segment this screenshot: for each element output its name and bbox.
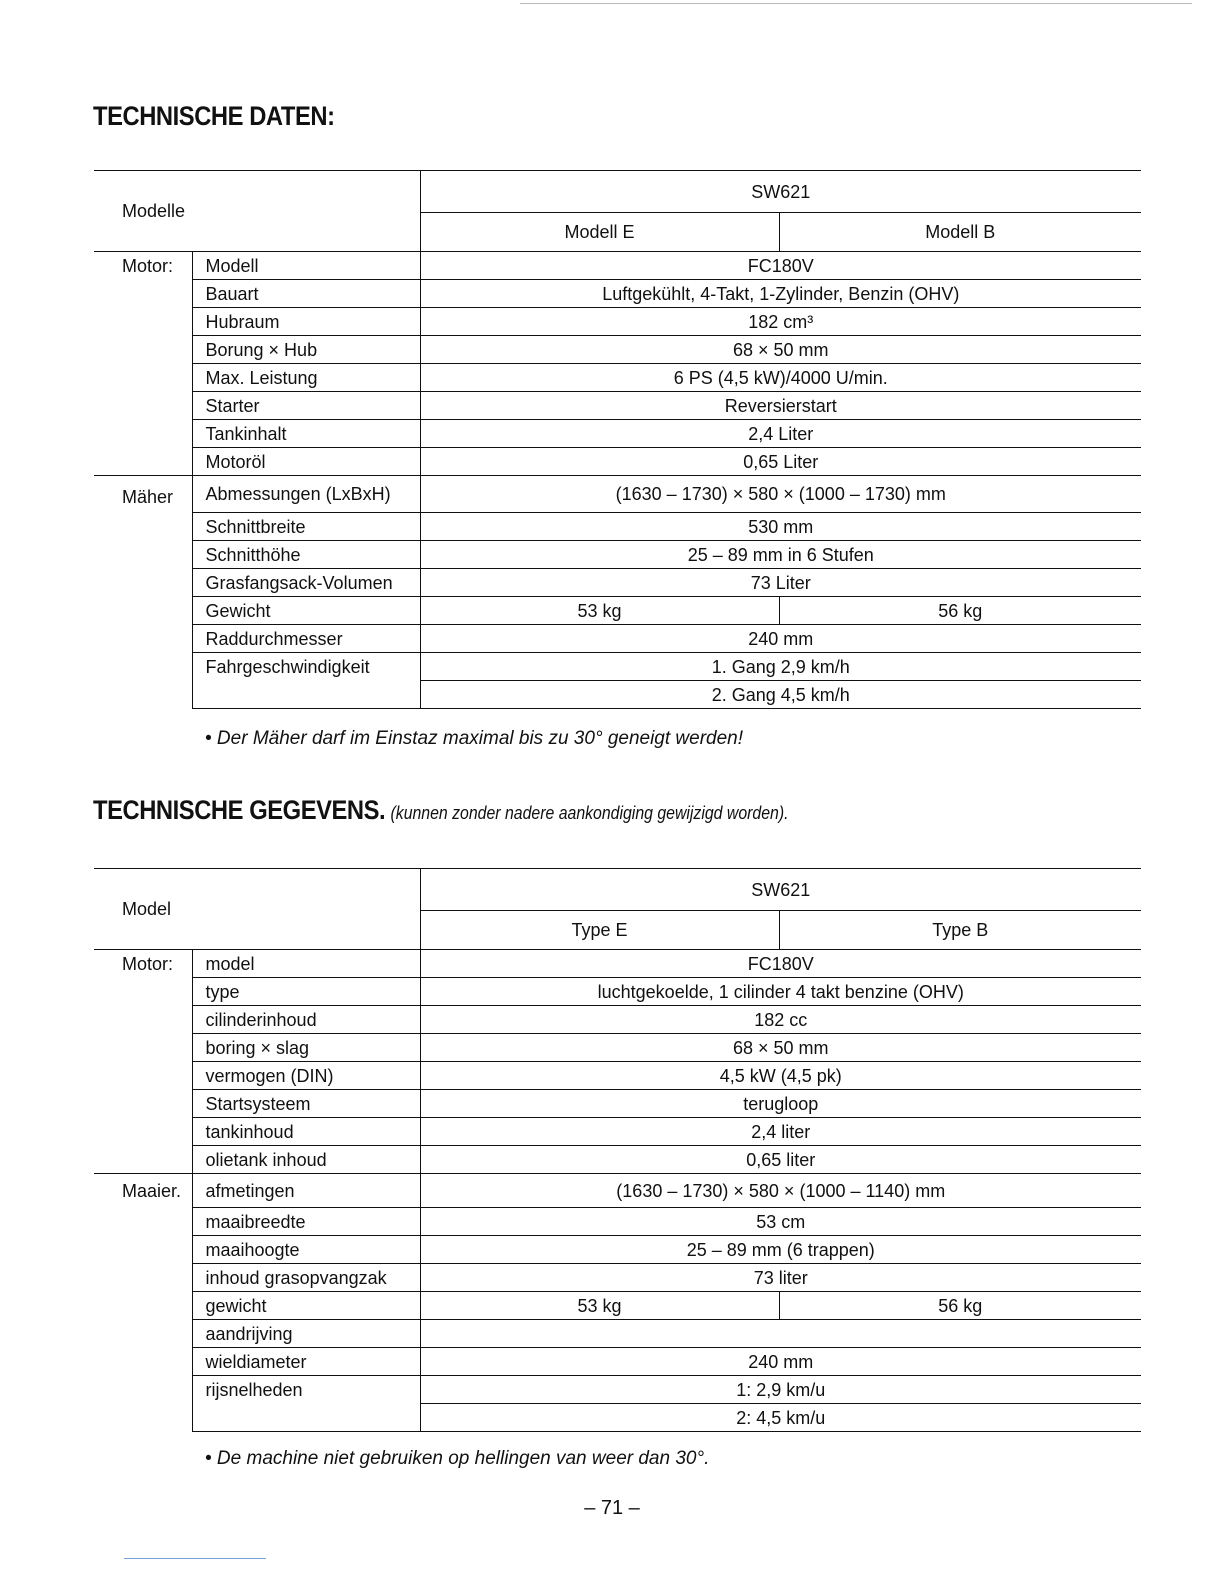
table-row	[94, 252, 1141, 280]
spec-label: Schnittbreite	[192, 513, 420, 541]
spec-label: Schnitthöhe	[192, 541, 420, 569]
spec-value-b: 56 kg	[779, 597, 1141, 625]
spec-value-a: 53 kg	[420, 1292, 779, 1320]
spec-value: FC180V	[420, 252, 1141, 280]
spec-label: Fahrgeschwindigkeit	[192, 653, 420, 681]
spec-label: Grasfangsack-Volumen	[192, 569, 420, 597]
spec-value: 2,4 Liter	[420, 420, 1141, 448]
spec-value: 4,5 kW (4,5 pk)	[420, 1062, 1141, 1090]
spec-value: 0,65 Liter	[420, 448, 1141, 476]
spec-value: 68 × 50 mm	[420, 1034, 1141, 1062]
spec-label: Hubraum	[192, 308, 420, 336]
variant-a-header: Type E	[420, 911, 779, 950]
model-name: SW621	[420, 171, 1141, 213]
variant-b-header: Type B	[779, 911, 1141, 950]
spec-value: (1630 – 1730) × 580 × (1000 – 1730) mm	[420, 476, 1141, 513]
spec-label: Tankinhalt	[192, 420, 420, 448]
table-row	[94, 308, 1141, 336]
table-header-row	[94, 869, 1141, 911]
section-subtitle-nl: (kunnen zonder nadere aankondiging gewijzigd worden).	[390, 803, 789, 823]
table-row	[94, 681, 1141, 709]
spec-label	[192, 681, 420, 709]
spec-label: Bauart	[192, 280, 420, 308]
table-row	[94, 1006, 1141, 1034]
spec-label: type	[192, 978, 420, 1006]
spec-label: Abmessungen (LxBxH)	[192, 476, 420, 513]
spec-label: gewicht	[192, 1292, 420, 1320]
table-row	[94, 1090, 1141, 1118]
spec-value: 68 × 50 mm	[420, 336, 1141, 364]
spec-value: 1. Gang 2,9 km/h	[420, 653, 1141, 681]
spec-label: Modell	[192, 252, 420, 280]
scan-artifact-line	[520, 3, 1192, 4]
spec-value: 53 cm	[420, 1208, 1141, 1236]
spec-value: (1630 – 1730) × 580 × (1000 – 1140) mm	[420, 1174, 1141, 1208]
spec-value	[420, 1320, 1141, 1348]
table-row	[94, 1118, 1141, 1146]
table-row	[94, 1376, 1141, 1404]
table-row	[94, 280, 1141, 308]
table-row	[94, 653, 1141, 681]
spec-value: 182 cc	[420, 1006, 1141, 1034]
table-row	[94, 420, 1141, 448]
table-row	[94, 1062, 1141, 1090]
variant-b-header: Modell B	[779, 213, 1141, 252]
table-row	[94, 1264, 1141, 1292]
spec-label: Motoröl	[192, 448, 420, 476]
spec-value: 1: 2,9 km/u	[420, 1376, 1141, 1404]
table-row	[94, 978, 1141, 1006]
spec-label	[192, 1404, 420, 1432]
spec-table-de	[94, 170, 1141, 709]
models-label: Model	[94, 869, 420, 950]
spec-value: 2,4 liter	[420, 1118, 1141, 1146]
spec-label: boring × slag	[192, 1034, 420, 1062]
models-label: Modelle	[94, 171, 420, 252]
section-title-nl	[93, 795, 789, 826]
spec-label: Startsysteem	[192, 1090, 420, 1118]
table-row	[94, 1174, 1141, 1208]
spec-value: 530 mm	[420, 513, 1141, 541]
model-name: SW621	[420, 869, 1141, 911]
spec-value: 73 Liter	[420, 569, 1141, 597]
spec-label: tankinhoud	[192, 1118, 420, 1146]
spec-table-nl	[94, 868, 1141, 1432]
table-row	[94, 364, 1141, 392]
table-row	[94, 1348, 1141, 1376]
spec-value: 240 mm	[420, 625, 1141, 653]
motor-group-label: Motor:	[94, 252, 192, 476]
spec-value: 240 mm	[420, 1348, 1141, 1376]
spec-label: aandrijving	[192, 1320, 420, 1348]
table-row	[94, 336, 1141, 364]
spec-label: afmetingen	[192, 1174, 420, 1208]
spec-value: 73 liter	[420, 1264, 1141, 1292]
spec-label: vermogen (DIN)	[192, 1062, 420, 1090]
spec-label: Gewicht	[192, 597, 420, 625]
table-row	[94, 1320, 1141, 1348]
spec-value: Reversierstart	[420, 392, 1141, 420]
table-row	[94, 1292, 1141, 1320]
spec-label: model	[192, 950, 420, 978]
table-row	[94, 597, 1141, 625]
spec-value: 25 – 89 mm (6 trappen)	[420, 1236, 1141, 1264]
spec-label: wieldiameter	[192, 1348, 420, 1376]
table-row	[94, 392, 1141, 420]
note-de: • Der Mäher darf im Einstaz maximal bis zu 30° geneigt werden!	[205, 728, 744, 749]
spec-value: 6 PS (4,5 kW)/4000 U/min.	[420, 364, 1141, 392]
spec-value: luchtgekoelde, 1 cilinder 4 takt benzine (OHV)	[420, 978, 1141, 1006]
section-title-de: TECHNISCHE DATEN:	[93, 101, 335, 131]
spec-label: Borung × Hub	[192, 336, 420, 364]
spec-label: Raddurchmesser	[192, 625, 420, 653]
spec-value: 2. Gang 4,5 km/h	[420, 681, 1141, 709]
table-row	[94, 625, 1141, 653]
spec-value: 0,65 liter	[420, 1146, 1141, 1174]
table-header-row	[94, 171, 1141, 213]
spec-label: olietank inhoud	[192, 1146, 420, 1174]
mower-group-label: Mäher	[94, 476, 192, 709]
table-row	[94, 448, 1141, 476]
table-row	[94, 1236, 1141, 1264]
spec-value: FC180V	[420, 950, 1141, 978]
spec-label: Max. Leistung	[192, 364, 420, 392]
table-row	[94, 1208, 1141, 1236]
spec-value: 2: 4,5 km/u	[420, 1404, 1141, 1432]
spec-value: 25 – 89 mm in 6 Stufen	[420, 541, 1141, 569]
table-row	[94, 1146, 1141, 1174]
spec-value: Luftgekühlt, 4-Takt, 1-Zylinder, Benzin (OHV)	[420, 280, 1141, 308]
section-title-nl-text: TECHNISCHE GEGEVENS.	[93, 795, 386, 825]
spec-label: Starter	[192, 392, 420, 420]
table-row	[94, 950, 1141, 978]
table-row	[94, 1404, 1141, 1432]
mower-group-label: Maaier.	[94, 1174, 192, 1432]
spec-value: terugloop	[420, 1090, 1141, 1118]
spec-label: rijsnelheden	[192, 1376, 420, 1404]
footer-rule	[124, 1558, 266, 1559]
table-row	[94, 1034, 1141, 1062]
table-row	[94, 541, 1141, 569]
spec-value-a: 53 kg	[420, 597, 779, 625]
table-row	[94, 476, 1141, 513]
spec-label: maaibreedte	[192, 1208, 420, 1236]
table-row	[94, 569, 1141, 597]
spec-label: cilinderinhoud	[192, 1006, 420, 1034]
spec-label: maaihoogte	[192, 1236, 420, 1264]
note-nl: • De machine niet gebruiken op hellingen van weer dan 30°.	[205, 1448, 710, 1469]
spec-value-b: 56 kg	[779, 1292, 1141, 1320]
motor-group-label: Motor:	[94, 950, 192, 1174]
spec-value: 182 cm³	[420, 308, 1141, 336]
spec-label: inhoud grasopvangzak	[192, 1264, 420, 1292]
page-number: – 71 –	[584, 1497, 640, 1519]
table-row	[94, 513, 1141, 541]
variant-a-header: Modell E	[420, 213, 779, 252]
